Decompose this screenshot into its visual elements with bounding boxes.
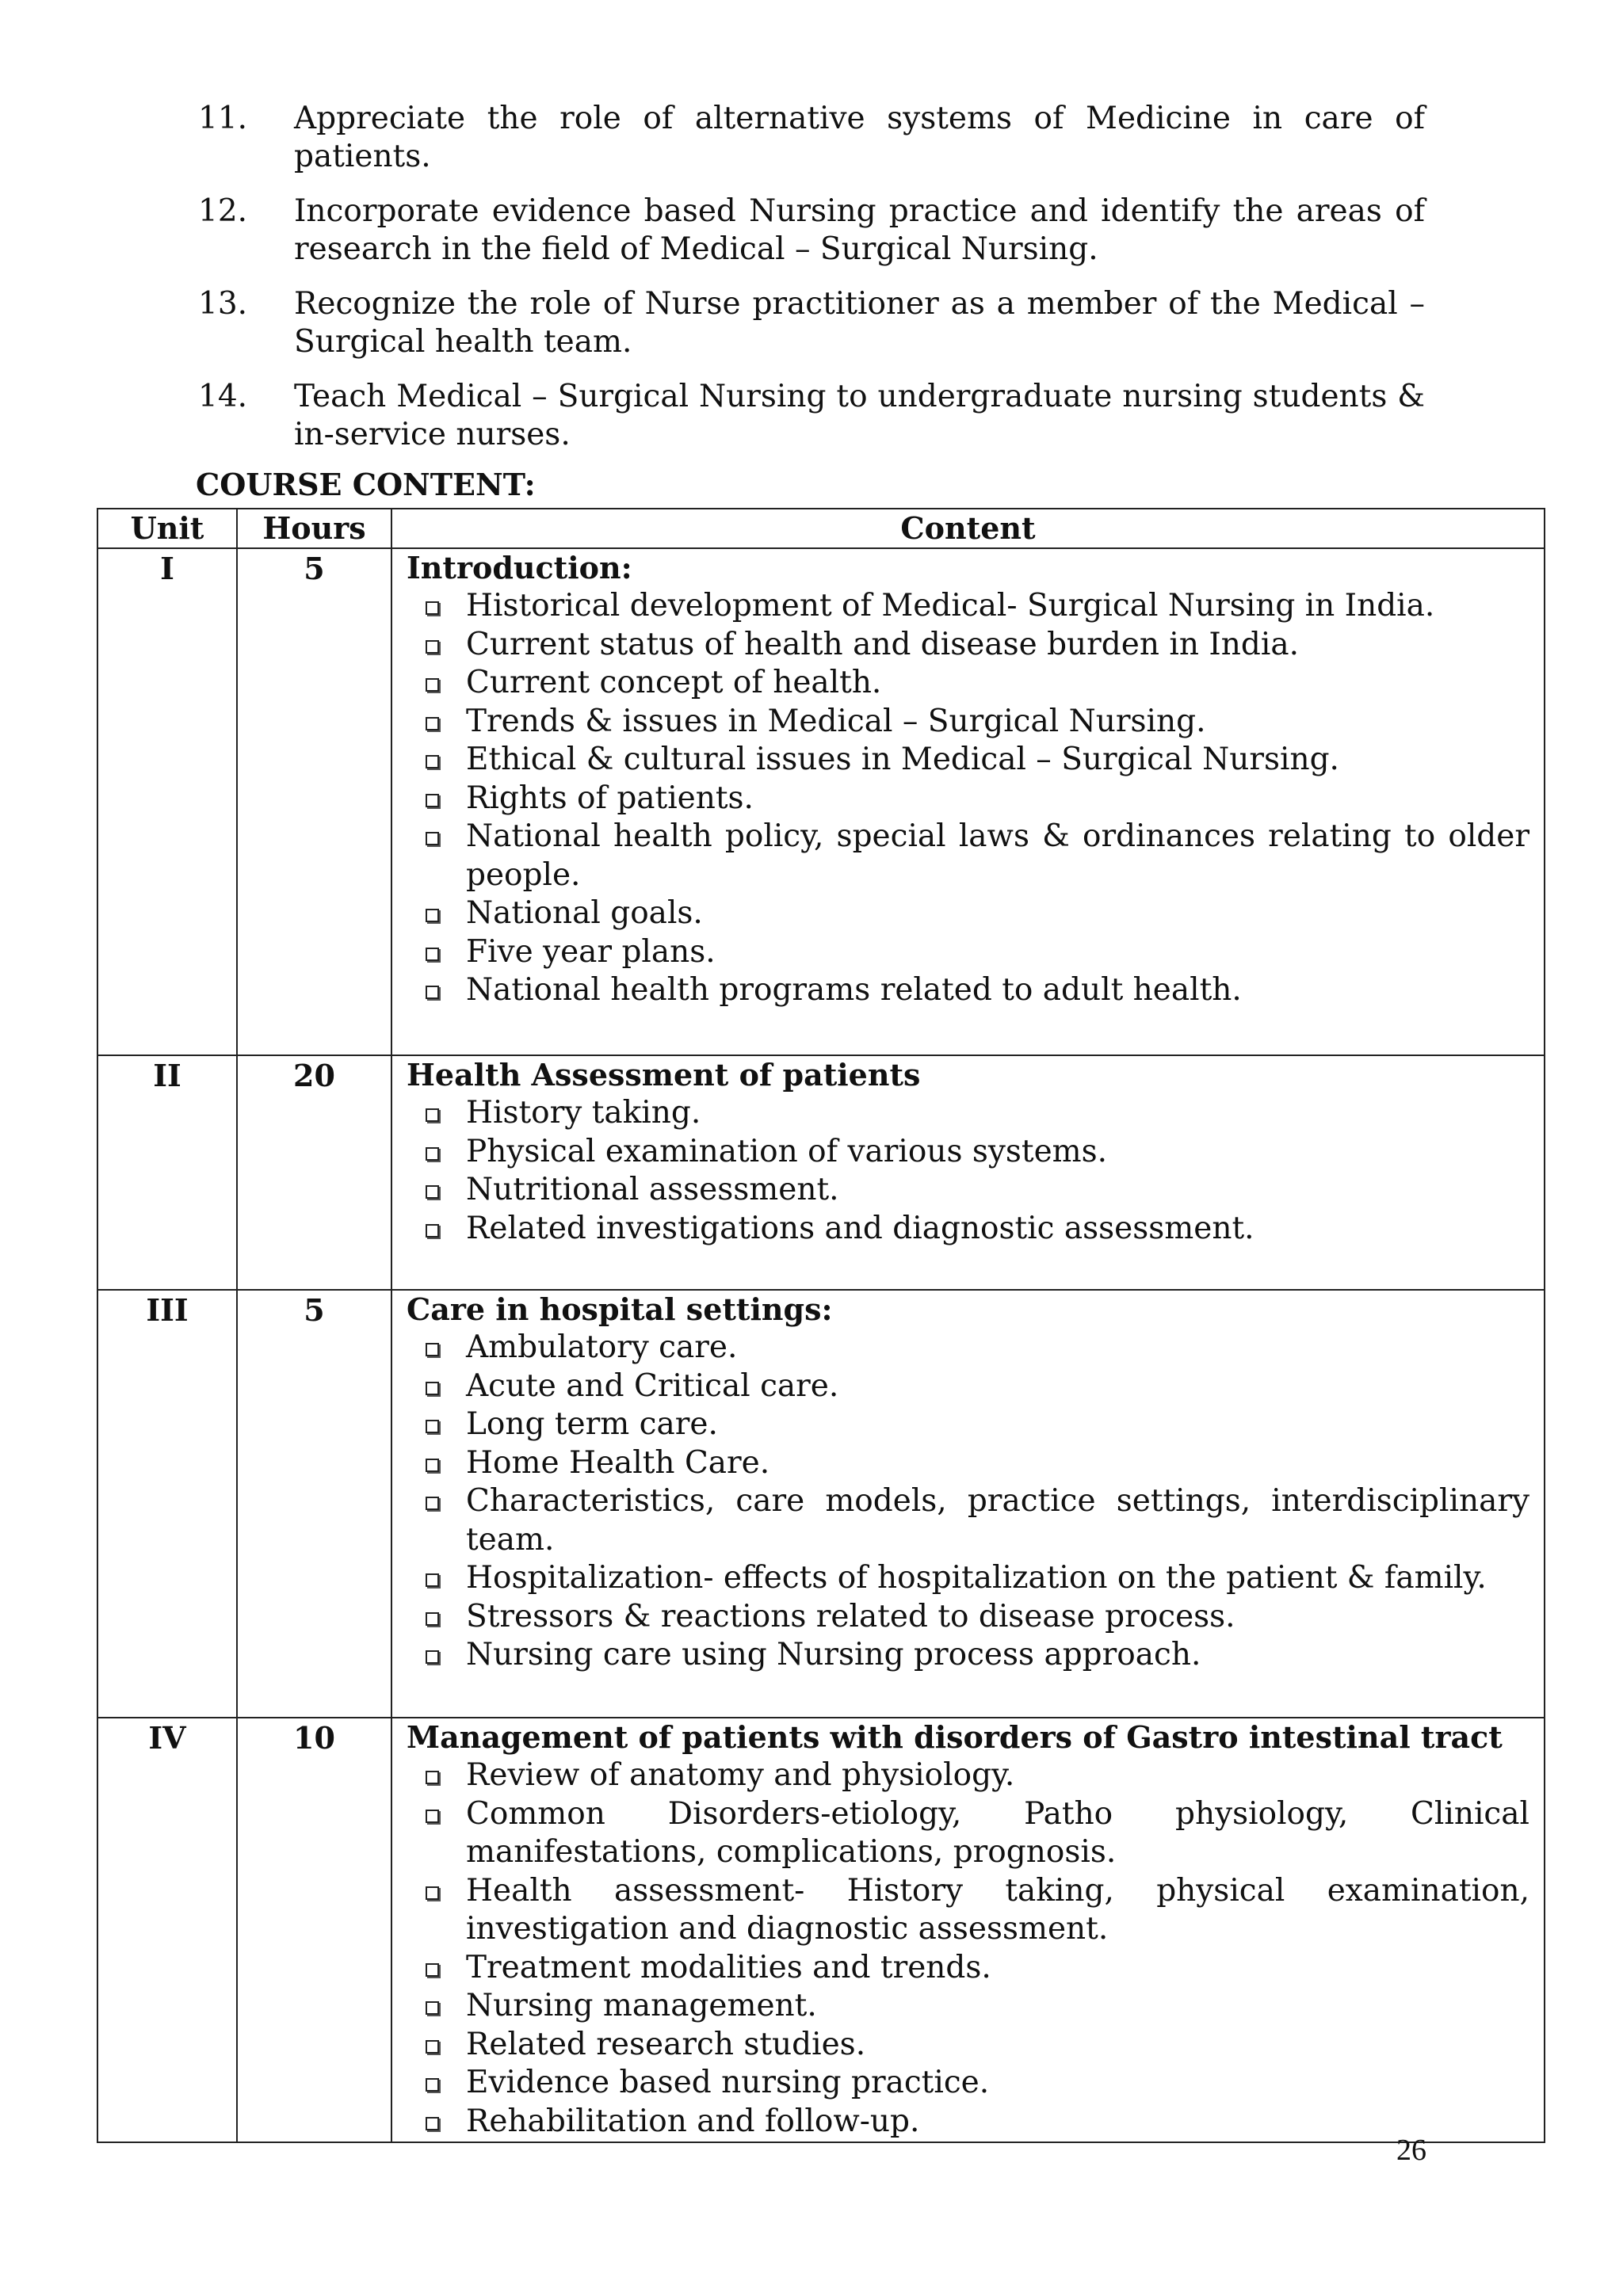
hours-cell: 5 [237, 548, 391, 1055]
objective-number: 12. [198, 193, 248, 229]
table-row [97, 1290, 1545, 1718]
content-cell [391, 1055, 1545, 1290]
checkbox-bullet-icon [426, 2078, 439, 2092]
checkbox-bullet-icon [426, 1810, 439, 1823]
list-item [407, 1133, 1529, 1172]
objective-text: Teach Medical – Surgical Nursing to undergraduate nursing students & in-service nurses. [294, 379, 1425, 452]
checkbox-bullet-icon [426, 1573, 439, 1587]
objective-item [198, 100, 1425, 176]
table-row [97, 1055, 1545, 1290]
list-item-text: Rights of patients. [466, 780, 754, 816]
list-item [407, 587, 1529, 626]
checkbox-bullet-icon [426, 1382, 439, 1395]
content-cell [391, 548, 1545, 1055]
list-item-text: Physical examination of various systems. [466, 1133, 1108, 1169]
checkbox-bullet-icon [426, 601, 439, 615]
checkbox-bullet-icon [426, 1343, 439, 1356]
unit-cell: III [97, 1290, 237, 1718]
table-row [97, 548, 1545, 1055]
checkbox-bullet-icon [426, 1108, 439, 1122]
checkbox-bullet-icon [426, 2001, 439, 2015]
list-item [407, 664, 1529, 703]
objective-item [198, 285, 1425, 361]
checkbox-bullet-icon [426, 755, 439, 769]
list-item-text: Nutritional assessment. [466, 1172, 839, 1207]
table-header-row [97, 509, 1545, 548]
list-item-text: Acute and Critical care. [466, 1367, 839, 1404]
topic-list [407, 1329, 1529, 1675]
hours-cell: 5 [237, 1290, 391, 1718]
checkbox-bullet-icon [426, 1224, 439, 1238]
list-item-text: Current status of health and disease burden in India. [466, 626, 1299, 662]
list-item-text: Ambulatory care. [466, 1329, 738, 1365]
checkbox-bullet-icon [426, 948, 439, 961]
list-item [407, 1444, 1529, 1483]
list-item-text: Common Disorders-etiology, Patho physiology, Clinical manifestations, complications, prognosis. [466, 1795, 1529, 1870]
objective-number: 13. [198, 286, 248, 322]
checkbox-bullet-icon [426, 1185, 439, 1199]
list-item-text: Related investigations and diagnostic assessment. [466, 1210, 1254, 1246]
list-item [407, 2103, 1529, 2142]
list-item [407, 1872, 1529, 1949]
checkbox-bullet-icon [426, 1497, 439, 1510]
list-item [407, 1094, 1529, 1133]
list-item [407, 1795, 1529, 1872]
checkbox-bullet-icon [426, 2117, 439, 2130]
topic-list [407, 587, 1529, 1010]
objective-text: Recognize the role of Nurse practitioner as a member of the Medical – Surgical health team. [294, 286, 1425, 360]
page-number: 26 [1396, 2134, 1426, 2167]
checkbox-bullet-icon [426, 1612, 439, 1626]
objective-item [198, 193, 1425, 269]
list-item [407, 1171, 1529, 1210]
list-item [407, 1987, 1529, 2026]
list-item [407, 1559, 1529, 1598]
hours-cell: 20 [237, 1055, 391, 1290]
unit-cell: IV [97, 1718, 237, 2142]
list-item [407, 894, 1529, 933]
list-item [407, 933, 1529, 972]
list-item-text: Review of anatomy and physiology. [466, 1757, 1015, 1793]
section-heading: COURSE CONTENT: [196, 467, 536, 502]
list-item-text: Rehabilitation and follow-up. [466, 2103, 920, 2139]
topic-list [407, 1756, 1529, 2141]
list-item-text: Health assessment- History taking, physical examination, investigation and diagnostic assessment. [466, 1872, 1529, 1947]
list-item-text: History taking. [466, 1095, 701, 1131]
list-item [407, 1598, 1529, 1637]
content-cell [391, 1290, 1545, 1718]
list-item-text: Trends & issues in Medical – Surgical Nursing. [466, 703, 1206, 739]
list-item [407, 1210, 1529, 1249]
list-item [407, 971, 1529, 1010]
list-item-text: Treatment modalities and trends. [466, 1949, 991, 1985]
checkbox-bullet-icon [426, 1771, 439, 1784]
list-item [407, 1405, 1529, 1444]
column-header-hours: Hours [237, 509, 391, 548]
list-item-text: National health programs related to adult health. [466, 972, 1242, 1008]
column-header-unit: Unit [97, 509, 237, 548]
list-item [407, 1367, 1529, 1406]
unit-title: Management of patients with disorders of Gastro intestinal tract [407, 1719, 1503, 1755]
list-item [407, 2064, 1529, 2103]
checkbox-bullet-icon [426, 1886, 439, 1900]
checkbox-bullet-icon [426, 1147, 439, 1161]
list-item [407, 2026, 1529, 2065]
checkbox-bullet-icon [426, 640, 439, 654]
unit-cell: II [97, 1055, 237, 1290]
unit-title: Care in hospital settings: [407, 1291, 833, 1327]
list-item [407, 703, 1529, 742]
checkbox-bullet-icon [426, 1963, 439, 1977]
list-item-text: Nursing management. [466, 1988, 817, 2023]
objective-item [198, 378, 1425, 454]
checkbox-bullet-icon [426, 1420, 439, 1433]
list-item-text: Historical development of Medical- Surgical Nursing in India. [466, 588, 1435, 624]
list-item-text: Nursing care using Nursing process approach. [466, 1637, 1201, 1672]
course-content-table [97, 508, 1545, 2143]
list-item-text: Long term care. [466, 1406, 718, 1442]
list-item-text: National health policy, special laws & ordinances relating to older people. [466, 818, 1529, 893]
checkbox-bullet-icon [426, 909, 439, 922]
hours-cell: 10 [237, 1718, 391, 2142]
list-item [407, 626, 1529, 665]
list-item [407, 1949, 1529, 1988]
checkbox-bullet-icon [426, 832, 439, 845]
column-header-content: Content [391, 509, 1545, 548]
list-item-text: Evidence based nursing practice. [466, 2065, 990, 2100]
table-row [97, 1718, 1545, 2142]
list-item-text: Characteristics, care models, practice settings, interdisciplinary team. [466, 1483, 1529, 1558]
list-item [407, 1756, 1529, 1795]
unit-cell: I [97, 548, 237, 1055]
objective-text: Incorporate evidence based Nursing practice and identify the areas of research in the field of Medical – Surgical Nursing. [294, 193, 1425, 267]
list-item [407, 1636, 1529, 1675]
list-item-text: National goals. [466, 895, 703, 931]
objective-number: 11. [198, 101, 248, 136]
list-item-text: Stressors & reactions related to disease process. [466, 1598, 1235, 1634]
checkbox-bullet-icon [426, 794, 439, 807]
checkbox-bullet-icon [426, 1459, 439, 1472]
checkbox-bullet-icon [426, 986, 439, 999]
content-cell [391, 1718, 1545, 2142]
checkbox-bullet-icon [426, 1650, 439, 1664]
checkbox-bullet-icon [426, 2040, 439, 2054]
list-item [407, 818, 1529, 894]
topic-list [407, 1094, 1529, 1248]
list-item [407, 741, 1529, 780]
list-item [407, 1482, 1529, 1559]
list-item-text: Home Health Care. [466, 1444, 770, 1481]
list-item-text: Current concept of health. [466, 665, 882, 700]
unit-title: Introduction: [407, 550, 632, 585]
list-item-text: Ethical & cultural issues in Medical – Surgical Nursing. [466, 742, 1339, 777]
checkbox-bullet-icon [426, 717, 439, 730]
list-item-text: Hospitalization- effects of hospitalization on the patient & family. [466, 1560, 1487, 1596]
checkbox-bullet-icon [426, 678, 439, 692]
list-item [407, 780, 1529, 818]
objective-text: Appreciate the role of alternative systems of Medicine in care of patients. [294, 101, 1425, 174]
unit-title: Health Assessment of patients [407, 1057, 921, 1093]
list-item-text: Related research studies. [466, 2026, 866, 2062]
objective-number: 14. [198, 379, 248, 414]
list-item-text: Five year plans. [466, 933, 716, 970]
list-item [407, 1329, 1529, 1367]
